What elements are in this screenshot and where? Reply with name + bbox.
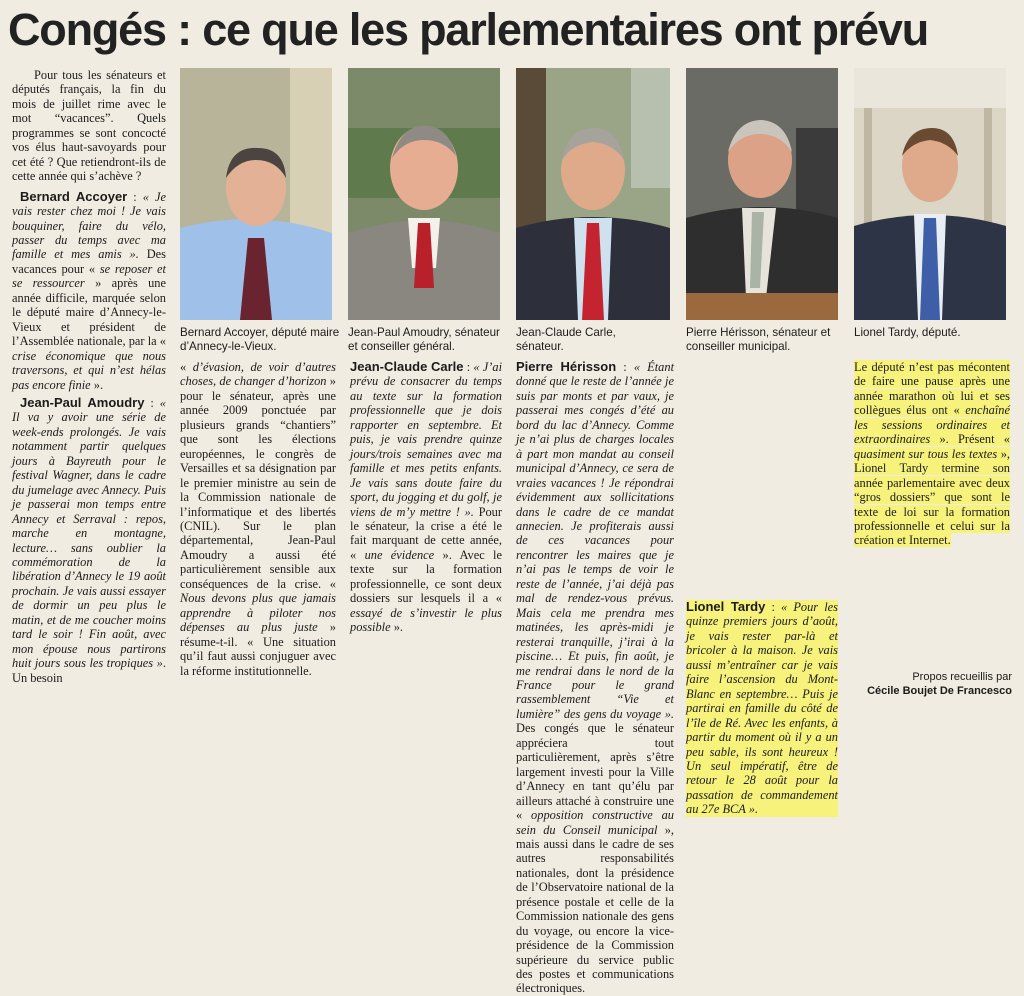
tardy-quote-3: quasiment sur tous les textes [854, 446, 998, 461]
amoudry-text: . Un besoin [12, 656, 166, 685]
column-3 [350, 360, 502, 635]
carle-quote-3: essayé de s’investir le plus possible [350, 605, 502, 635]
photo-amoudry [348, 68, 500, 320]
herisson-name: Pierre Hérisson [516, 359, 617, 374]
caption-tardy: Lionel Tardy, député. [854, 326, 961, 339]
herisson-quote: « Étant donné que le reste de l’année je suis par monts et par vaux, je passerai mes congés d’été au bord du lac d’Annecy. Comme je n’ai plus de charges locales à part mon mandat au conseil municipal d’Annecy, ce sera de vraies vacances ! Je répondrai évidemment aux sollicitations dans le cadre de ce mandat annecien. Je profiterais aussi de ces vacances pour rencontrer les maires que je n’ai pas le temps de voir le reste de l’année, j’ai déjà pas mal de rendez-vous prévus. Mais cela me prendra mes matinées, les après-midi je resterai tranquille, j’irai à la piscine… Et puis, fin août, je me rendrai dans le nord de la France pour le grand rassemblement “Vie et lumière” des gens du voyage ». [516, 360, 675, 721]
carle-quote-2: une évidence [364, 547, 435, 562]
column-4 [516, 360, 674, 996]
photo-carle [516, 68, 670, 320]
accoyer-quote-2: se reposer et se ressourcer [12, 261, 166, 291]
amoudry-name: Jean-Paul Amoudry [20, 394, 145, 410]
tardy-paragraph [854, 360, 1010, 548]
photo-tardy [854, 68, 1006, 320]
caption-herisson: Pierre Hérisson, sénateur et conseiller municipal. [686, 326, 831, 353]
photo-herisson [686, 68, 838, 320]
tardy-name: Lionel Tardy [686, 599, 766, 614]
headline: Congés : ce que les parlementaires ont prévu [8, 4, 928, 55]
herisson-quote-2: opposition constructive au sein du Conseil municipal [516, 808, 674, 837]
tardy-quote: « Pour les quinze premiers jours d’août, je vais rester par-là et bricoler à la maison. Je vais aussi m’entraîner car je vais faire l’ascension du Mont-Blanc en septembre… Puis je partirai en famille du côté de l’île de Ré. Avec les enfants, à partir du moment où il y a un peu sable, ils sont heureux ! Un seul impératif, être de retour le 28 août pour la passation de commandement au 27e BCA ». [686, 600, 839, 817]
amoudry-text-3: » pour le sénateur, après une année 2009 ponctuée par plusieurs grands “chantiers” que sont les élections européennes, le congrès de Versailles et sa désignation par le premier ministre au sein de la Commission nationale de l’informatique et des libertés (CNIL). Sur le plan départemental, Jean-Paul Amoudry a aussi été particulièrement sensible aux conséquences de la crise. « [180, 374, 336, 591]
carle-text-3: ». [390, 620, 404, 635]
caption-amoudry: Jean-Paul Amoudry, sénateur et conseiller général. [348, 326, 500, 353]
tardy-text: Le député n’est pas mécontent de faire une pause après une année marathon où lui et ses collègues élus ont « [854, 360, 1010, 418]
tardy-text-3: », Lionel Tardy termine son année parlementaire avec deux “gros dossiers” que sont le texte de loi sur la formation professionnelle et celui sur la création et Internet. [854, 446, 1011, 548]
carle-text-2: ». Avec le texte sur la formation professionnelle, ce sont deux dossiers sur lesquels il a « [350, 547, 503, 606]
accoyer-text: Des vacances pour « [12, 247, 167, 276]
amoudry-continuation [180, 360, 336, 678]
amoudry-quote-2: d’évasion, de voir d’autres choses, de changer d’horizon [180, 360, 336, 389]
accoyer-text-2: » après une année difficile, marquée selon le député maire d’Annecy-le-Vieux et président de l’Assemblée nationale, par la « [12, 276, 166, 349]
credit-line-2: Cécile Boujet De Francesco [867, 685, 1012, 697]
amoudry-quote-3: Nous devons plus que jamais apprendre à piloter nos dépenses au plus juste [180, 591, 336, 635]
carle-name: Jean-Claude Carle [350, 359, 464, 374]
column-2 [180, 360, 336, 678]
credit [840, 670, 1012, 698]
column-1 [12, 68, 166, 685]
column-6 [854, 360, 1010, 548]
credit-line-1: Propos recueillis par [912, 671, 1012, 683]
amoudry-quote: « Il va y avoir une série de week-ends prolongés. Je vais notamment partir quelques jours à Bayreuth pour le festival Wagner, dans le cadre du jumelage avec Annecy. Puis je passerai mon temps entre Annecy et Serraval : repos, marche en montagne, lecture… sans oublier la commémoration de la libération d’Annecy le 19 août prochain. Je vais aussi essayer de dormir un peu plus le matin, et de me coucher moins tard le soir ! Fin août, avec mon épouse nous partirons huit jours sous les tropiques » [12, 395, 166, 671]
tardy-quote-2: enchaîné les sessions ordinaires et extraordinaires [854, 403, 1010, 447]
caption-carle: Jean-Claude Carle, sénateur. [516, 326, 616, 353]
herisson-paragraph: Pierre Hérisson : « Étant donné que le reste de l’année je suis par monts et par vaux, je passerai mes congés d’été au bord du lac d’Annecy. Comme je n’ai plus de charges locales à part mon mandat au conseil municipal d’Annecy, ce sera de vraies vacances ! Je répondrai évidemment aux sollicitations dans le cadre de ce mandat annecien. Je profiterais aussi de ces vacances pour rencontrer les maires que je n’ai pas le temps de voir le reste de l’année, j’ai déjà pas mal de rendez-vous prévus. Mais cela me prendra mes matinées, les après-midi je resterai tranquille, j’irai à la piscine… Et puis, fin août, je me rendrai dans le nord de la France pour le grand rassemblement “Vie et lumière” des gens du voyage ». Des congés que le sénateur appréciera tout particulièrement, après s’être largement investi pour la Ville d’Annecy en tant qu’élu par ailleurs attaché à construire une « opposition constructive au sein du Conseil municipal », mais aussi dans le cadre de ses autres responsabilités nationales, dont la présidence de l’Observatoire national de la présence postale et celle de la Commission nationale des gens du voyage, ou encore la vice-présidence de la Commission supérieure du service public des postes et communications électroniques. [516, 359, 675, 996]
carle-text: Pour le sénateur, la crise a été le fait marquant de cette année, « [350, 504, 502, 562]
tardy-paragraph-start: Lionel Tardy : « Pour les quinze premiers jours d’août, je vais rester par-là et bricoler à la maison. Je vais aussi m’entraîner car je vais faire l’ascension du Mont-Blanc en septembre… Puis je partirai en famille du côté de l’île de Ré. Avec les enfants, à partir du moment où il y a un peu sable, ils sont heureux ! Un seul impératif, être de retour le 28 août pour la passation de commandement au 27e BCA ». [686, 599, 839, 817]
amoudry-paragraph: Jean-Paul Amoudry : « Il va y avoir une série de week-ends prolongés. Je vais notamment partir quelques jours à Bayreuth pour le festival Wagner, dans le cadre du jumelage avec Annecy. Puis je passerai mon temps entre Annecy et Serraval : repos, marche en montagne, lecture… sans oublier la commémoration de la libération d’Annecy le 19 août prochain. Je vais aussi essayer de dormir un peu plus le matin, et de me coucher moins tard le soir ! Fin août, avec mon épouse nous partirons huit jours sous les tropiques ». Un besoin [12, 394, 166, 685]
accoyer-quote: « Je vais rester chez moi ! Je vais bouquiner, faire du vélo, passer du temps avec ma famille et mes amis ». [12, 189, 166, 262]
accoyer-quote-3: crise économique que nous traversons, et qui n’est hélas pas encore finie [12, 348, 166, 392]
caption-accoyer: Bernard Accoyer, député maire d’Annecy-le-Vieux. [180, 326, 340, 353]
amoudry-text-4: » résume-t-il. « Une situation qu’il faut aussi conjuguer avec la réforme institutionnelle. [180, 620, 336, 678]
accoyer-paragraph: Bernard Accoyer : « Je vais rester chez moi ! Je vais bouquiner, faire du vélo, passer du temps avec ma famille et mes amis ». Des vacances pour « se reposer et se ressourcer » après une année difficile, marquée selon le député maire d’Annecy-le-Vieux et président de l’Assemblée nationale, par la « crise économique que nous traversons, et qui n’est hélas pas encore finie ». [12, 188, 167, 392]
amoudry-text-2: « [180, 360, 193, 374]
carle-quote: « J’ai prévu de consacrer du temps au texte sur la formation professionnelle que je dois rapporter en septembre. Et puis, je vais prendre quinze jours/trois semaines avec ma famille et mes petits enfants. Je vais sans doute faire du sport, du jogging et du golf, je viens de m’y mettre ! ». [350, 360, 503, 519]
column-5 [686, 600, 838, 817]
herisson-text-2: », mais aussi dans le cadre de ses autres responsabilités nationales, dont la présidence de l’Observatoire national de la présence postale et celle de la Commission nationale des gens du voyage, ou encore la vice-présidence de la Commission supérieure du service public des postes et communications électroniques. [516, 822, 675, 996]
carle-paragraph: Jean-Claude Carle : « J’ai prévu de consacrer du temps au texte sur la formation professionnelle que je dois rapporter en septembre. Et puis, je vais prendre quinze jours/trois semaines avec ma famille et mes petits enfants. Je vais sans doute faire du sport, du jogging et du golf, je viens de m’y mettre ! ». Pour le sénateur, la crise a été le fait marquant de cette année, « une évidence ». Avec le texte sur la formation professionnelle, ce sont deux dossiers sur lesquels il a « essayé de s’investir le plus possible ». [350, 359, 503, 635]
herisson-text: Des congés que le sénateur appréciera tout particulièrement, après s’être largement investi pour la Ville d’Annecy en tant qu’élu par ailleurs attaché à construire une « [516, 721, 674, 823]
accoyer-text-3: ». [90, 377, 104, 392]
accoyer-name: Bernard Accoyer [20, 188, 128, 204]
tardy-text-2: ». Présent « [930, 432, 1010, 447]
photo-accoyer [180, 68, 332, 320]
intro-paragraph: Pour tous les sénateurs et députés français, la fin du mois de juillet rime avec le mot “vacances”. Quels programmes se sont concocté vos élus haut-savoyards pour cet été ? Que retiendront-ils de cette année qui s’achève ? [12, 68, 166, 184]
